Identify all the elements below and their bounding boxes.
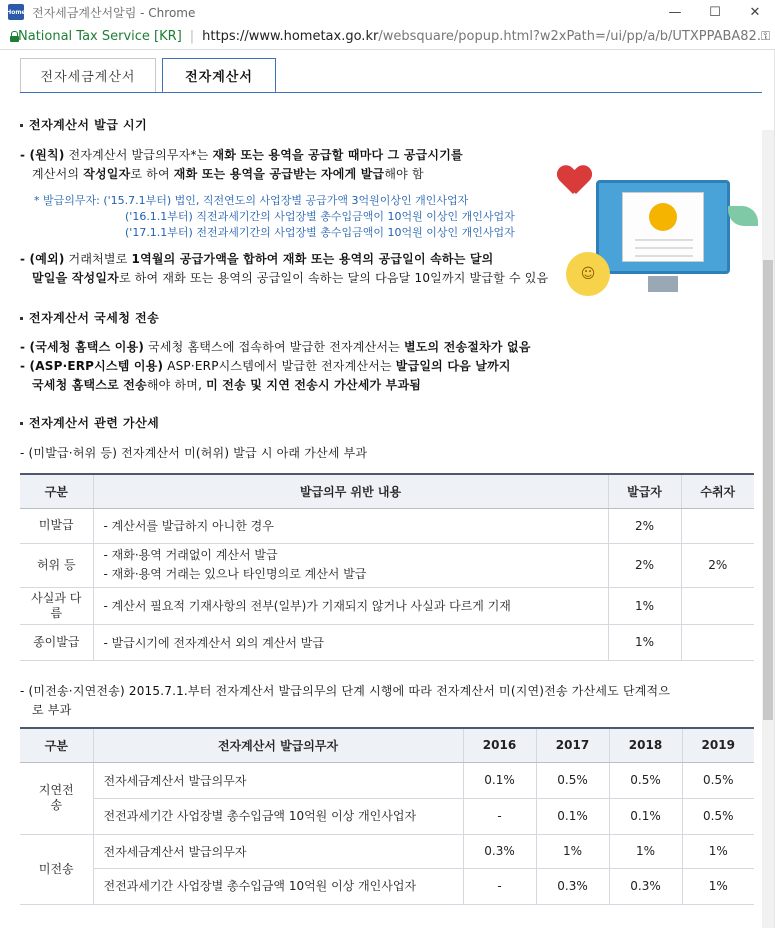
description-line: - 재화·용역 거래는 있으나 타인명의로 계산서 발급 xyxy=(103,567,367,581)
address-bar[interactable] xyxy=(0,24,775,50)
key-icon[interactable]: ⚿ xyxy=(760,29,771,43)
rate-2017: 0.3% xyxy=(536,868,609,904)
table-header: 구분 xyxy=(20,474,93,508)
section-title-penalty: 전자계산서 관련 가산세 xyxy=(20,414,159,431)
rate-2016: - xyxy=(463,798,536,834)
transmission-label-2: - (ASP·ERP시스템 이용) xyxy=(20,359,164,373)
rule-emph-2a: 작성일자 xyxy=(83,167,131,181)
penalty-intro-2-cont: 로 부과 xyxy=(32,703,72,717)
exception-label: - (예외) xyxy=(20,252,65,266)
rate-2017: 0.5% xyxy=(536,762,609,798)
table-header: 발급자 xyxy=(608,474,681,508)
table-row xyxy=(20,762,754,798)
address-separator: | xyxy=(189,29,195,44)
rate-2018: 0.5% xyxy=(609,762,682,798)
tab-electronic-tax-invoice[interactable]: 전자세금계산서 xyxy=(20,58,156,93)
note-line-1: * 발급의무자: ('15.7.1부터) 법인, 직전연도의 사업장별 공급가액 3억원이상인 개인사업자 xyxy=(34,194,469,207)
table-header: 발급의무 위반 내용 xyxy=(93,474,608,508)
transmission-label-1: - (국세청 홈택스 이용) xyxy=(20,340,145,354)
rule-text-2e: 해야 함 xyxy=(384,167,424,181)
rate-2016: 0.1% xyxy=(463,762,536,798)
rule-emph-2b: 재화 또는 용역을 공급받는 자에게 발급 xyxy=(173,167,385,181)
table-header: 수취자 xyxy=(681,474,754,508)
table-header: 2019 xyxy=(682,728,754,762)
heart-icon xyxy=(558,166,590,194)
popup-content xyxy=(0,50,775,928)
obligor-cell: 전전과세기간 사업장별 총수입금액 10억원 이상 개인사업자 xyxy=(93,868,463,904)
table-row xyxy=(20,587,754,624)
exception-text-2: 로 하여 재화 또는 용역의 공급일이 속하는 달의 다음달 10일까지 발급할 수 있음 xyxy=(118,271,549,285)
site-identity[interactable]: National Tax Service [KR] xyxy=(18,29,182,44)
row-category: 미전송 xyxy=(20,834,93,904)
minimize-icon[interactable]: — xyxy=(668,4,682,20)
exception-emph-1: 1역월의 공급가액을 합하여 재화 또는 용역의 공급일이 속하는 달의 xyxy=(131,252,494,266)
row-category: 허위 등 xyxy=(20,543,93,587)
maximize-icon[interactable]: ☐ xyxy=(709,4,721,20)
rate-2016: - xyxy=(463,868,536,904)
note-line-3: ('17.1.1부터) 전전과세기간의 사업장별 총수입금액이 10억원 이상인 개인사업자 xyxy=(125,226,515,239)
table-row xyxy=(20,868,754,904)
row-category: 지연전송 xyxy=(20,762,93,834)
penalty-table-transmission xyxy=(20,727,754,905)
scrollbar[interactable] xyxy=(762,130,774,928)
transmission-text-1: 국세청 홈택스에 접속하여 발급한 전자계산서는 xyxy=(148,340,400,354)
transmission-line-2 xyxy=(20,357,511,374)
transmission-text-2: ASP·ERP시스템에서 발급한 전자계산서는 xyxy=(167,359,392,373)
rule-text-2c: 로 하여 xyxy=(130,167,170,181)
rule-label: - (원칙) xyxy=(20,148,65,162)
window-title: 전자세금계산서알림 - Chrome xyxy=(32,5,196,20)
obligor-cell: 전자세금계산서 발급의무자 xyxy=(93,762,463,798)
document-line xyxy=(635,239,693,241)
table-row xyxy=(20,624,754,660)
rule-line-1 xyxy=(20,146,463,163)
leaf-icon xyxy=(728,206,758,226)
penalty-intro-2: - (미전송·지연전송) 2015.7.1.부터 전자계산서 발급의무의 단계 시행에 따라 전자계산서 미(지연)전송 가산세도 단계적으 xyxy=(20,684,671,698)
description-line: - 재화·용역 거래없이 계산서 발급 xyxy=(103,548,278,562)
rate-2018: 0.3% xyxy=(609,868,682,904)
close-icon[interactable]: ✕ xyxy=(749,4,761,20)
rate-2019: 1% xyxy=(682,868,754,904)
transmission-emph-3a: 국세청 홈택스로 전송 xyxy=(32,378,147,392)
transmission-line-1 xyxy=(20,338,531,355)
section-title-issue-timing: 전자계산서 발급 시기 xyxy=(20,116,147,133)
rate-2018: 1% xyxy=(609,834,682,868)
monitor-stand xyxy=(648,276,678,292)
transmission-emph-2: 발급일의 다음 날까지 xyxy=(395,359,511,373)
invoice-illustration xyxy=(548,118,758,298)
rule-line-2 xyxy=(32,165,424,182)
note-line-2: ('16.1.1부터) 직전과세기간의 사업장별 총수입금액이 10억원 이상인 개인사업자 xyxy=(125,210,515,223)
exception-text-1: 거래처별로 xyxy=(68,252,128,266)
rate-2019: 1% xyxy=(682,834,754,868)
exception-line-2 xyxy=(32,269,548,286)
row-description: - 계산서를 발급하지 아니한 경우 xyxy=(93,508,608,543)
obligor-cell: 전전과세기간 사업장별 총수입금액 10억원 이상 개인사업자 xyxy=(93,798,463,834)
table-header: 2016 xyxy=(463,728,536,762)
rate-2017: 1% xyxy=(536,834,609,868)
hometax-app-icon: Home xyxy=(8,4,24,20)
table-row xyxy=(20,834,754,868)
tab-bar xyxy=(20,58,282,93)
url-host[interactable]: https://www.hometax.go.kr xyxy=(202,29,379,44)
table-header: 2017 xyxy=(536,728,609,762)
row-description xyxy=(93,543,608,587)
transmission-line-3 xyxy=(32,376,421,393)
rule-text-1: 전자계산서 발급의무자*는 xyxy=(68,148,209,162)
rate-2018: 0.1% xyxy=(609,798,682,834)
receiver-rate xyxy=(681,587,754,624)
table-row xyxy=(20,508,754,543)
row-category: 종이발급 xyxy=(20,624,93,660)
row-category: 미발급 xyxy=(20,508,93,543)
row-category: 사실과 다름 xyxy=(20,587,93,624)
flower-icon xyxy=(649,203,677,231)
table-header: 구분 xyxy=(20,728,93,762)
document-icon xyxy=(622,192,704,262)
rate-2019: 0.5% xyxy=(682,762,754,798)
smiley-icon: ☺ xyxy=(566,252,610,296)
window-titlebar xyxy=(0,0,775,24)
url-path[interactable]: /websquare/popup.html?w2xPath=/ui/pp/a/b/UTXPPABA82. xyxy=(378,29,761,44)
document-line xyxy=(635,255,693,257)
rate-2019: 0.5% xyxy=(682,798,754,834)
rule-text-2a: 계산서의 xyxy=(32,167,80,181)
exception-line-1 xyxy=(20,250,493,267)
table-row xyxy=(20,543,754,587)
exception-emph-2: 말일을 작성일자 xyxy=(32,271,119,285)
penalty-table-issuance xyxy=(20,473,754,661)
tab-electronic-invoice[interactable]: 전자계산서 xyxy=(162,58,276,93)
rate-2017: 0.1% xyxy=(536,798,609,834)
table-header: 2018 xyxy=(609,728,682,762)
issuer-rate: 1% xyxy=(608,587,681,624)
row-description: - 발급시기에 전자계산서 외의 계산서 발급 xyxy=(93,624,608,660)
issuer-rate: 2% xyxy=(608,543,681,587)
issuer-rate: 1% xyxy=(608,624,681,660)
transmission-text-3: 해야 하며, xyxy=(146,378,203,392)
obligor-cell: 전자세금계산서 발급의무자 xyxy=(93,834,463,868)
receiver-rate xyxy=(681,624,754,660)
scroll-thumb[interactable] xyxy=(763,260,773,720)
tab-underline xyxy=(20,92,762,93)
table-header: 전자계산서 발급의무자 xyxy=(93,728,463,762)
rule-emph-1: 재화 또는 용역을 공급할 때마다 그 공급시기를 xyxy=(212,148,463,162)
penalty-intro-1: - (미발급·허위 등) 전자계산서 미(허위) 발급 시 아래 가산세 부과 xyxy=(20,446,368,460)
table-row xyxy=(20,798,754,834)
transmission-emph-1: 별도의 전송절차가 없음 xyxy=(403,340,531,354)
issuer-rate: 2% xyxy=(608,508,681,543)
transmission-emph-3b: 미 전송 및 지연 전송시 가산세가 부과됨 xyxy=(206,378,422,392)
rate-2016: 0.3% xyxy=(463,834,536,868)
section-title-transmission: 전자계산서 국세청 전송 xyxy=(20,309,159,326)
receiver-rate: 2% xyxy=(681,543,754,587)
receiver-rate xyxy=(681,508,754,543)
row-description: - 계산서 필요적 기재사항의 전부(일부)가 기재되지 않거나 사실과 다르게 기재 xyxy=(93,587,608,624)
document-line xyxy=(635,247,693,249)
